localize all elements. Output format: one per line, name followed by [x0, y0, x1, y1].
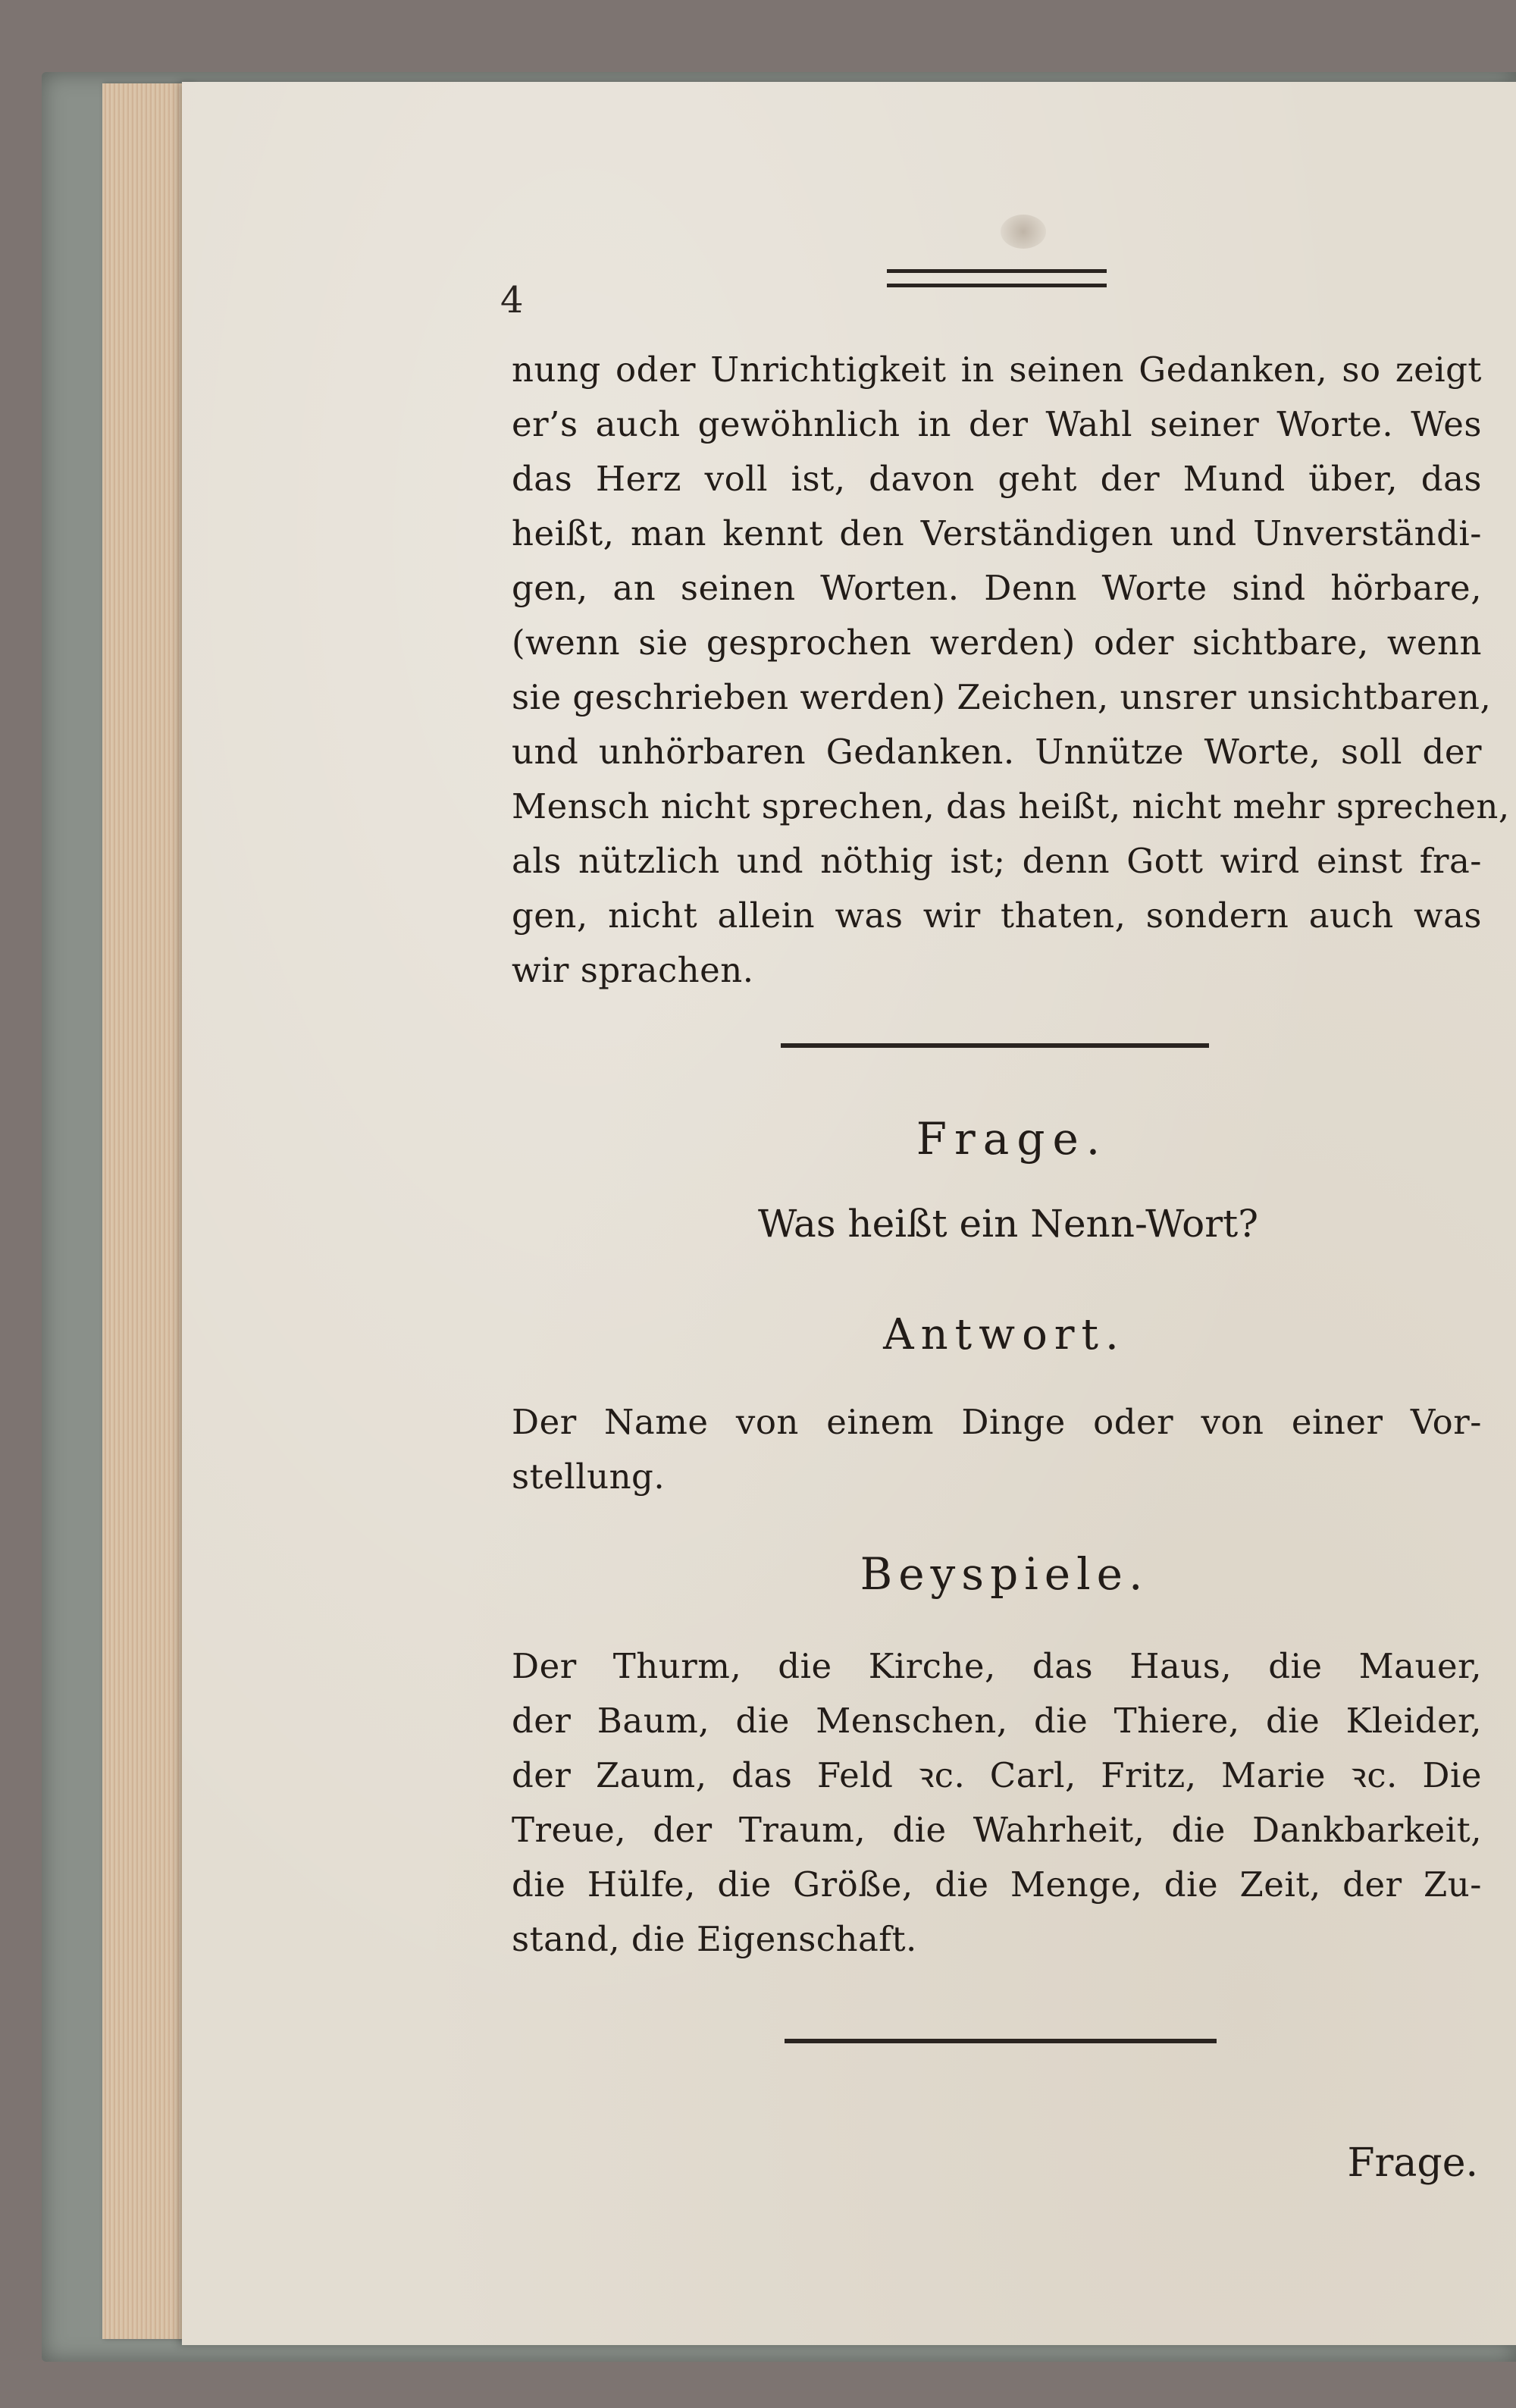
- text-line: Der Name von einem Dinge oder von einer Vor-: [512, 1402, 1482, 1442]
- section-rule: [785, 2039, 1217, 2043]
- text-line: gen, an seinen Worten. Denn Worte sind hörbare,: [512, 568, 1482, 608]
- paper-stain: [1001, 215, 1046, 249]
- text-line: stand, die Eigenschaft.: [512, 1919, 917, 1959]
- page-edges: [102, 83, 193, 2339]
- text-line: Mensch nicht sprechen, das heißt, nicht mehr sprechen,: [512, 786, 1510, 826]
- examples-text: [512, 1639, 1482, 1967]
- text-line: und unhörbaren Gedanken. Unnütze Worte, soll der: [512, 732, 1482, 772]
- text-line: er’s auch gewöhnlich in der Wahl seiner Worte. Wes: [512, 404, 1482, 444]
- page-number: 4: [500, 279, 524, 321]
- catchword: Frage.: [1347, 2140, 1478, 2186]
- text-line: wir sprachen.: [512, 950, 754, 990]
- question-text: Was heißt ein Nenn-Wort?: [757, 1202, 1259, 1246]
- text-line: gen, nicht allein was wir thaten, sondern auch was: [512, 895, 1482, 936]
- text-line: sie geschrieben werden) Zeichen, unsrer unsichtbaren,: [512, 677, 1492, 717]
- answer-heading: Antwort.: [883, 1310, 1126, 1359]
- text-line: der Zaum, das Feld ꝛc. Carl, Fritz, Marie ꝛc. Die: [512, 1755, 1482, 1795]
- paragraph-continuation: [512, 343, 1510, 998]
- text-line: die Hülfe, die Größe, die Menge, die Zeit, der Zu-: [512, 1864, 1482, 1905]
- text-line: (wenn sie gesprochen werden) oder sichtbare, wenn: [512, 622, 1482, 663]
- text-line: als nützlich und nöthig ist; denn Gott wird einst fra-: [512, 841, 1482, 881]
- header-double-rule: [887, 269, 1107, 287]
- text-line: der Baum, die Menschen, die Thiere, die Kleider,: [512, 1701, 1482, 1741]
- text-line: nung oder Unrichtigkeit in seinen Gedanken, so zeigt: [512, 350, 1482, 390]
- question-heading: Frage.: [916, 1113, 1108, 1165]
- text-line: Der Thurm, die Kirche, das Haus, die Mauer,: [512, 1646, 1482, 1686]
- text-line: Treue, der Traum, die Wahrheit, die Dankbarkeit,: [512, 1810, 1482, 1850]
- examples-heading: Beyspiele.: [860, 1548, 1149, 1600]
- text-line: das Herz voll ist, davon geht der Mund über, das: [512, 459, 1482, 499]
- text-line: heißt, man kennt den Verständigen und Unverständi-: [512, 513, 1482, 553]
- answer-text: [512, 1395, 1482, 1504]
- text-line: stellung.: [512, 1456, 666, 1497]
- section-rule: [781, 1043, 1209, 1048]
